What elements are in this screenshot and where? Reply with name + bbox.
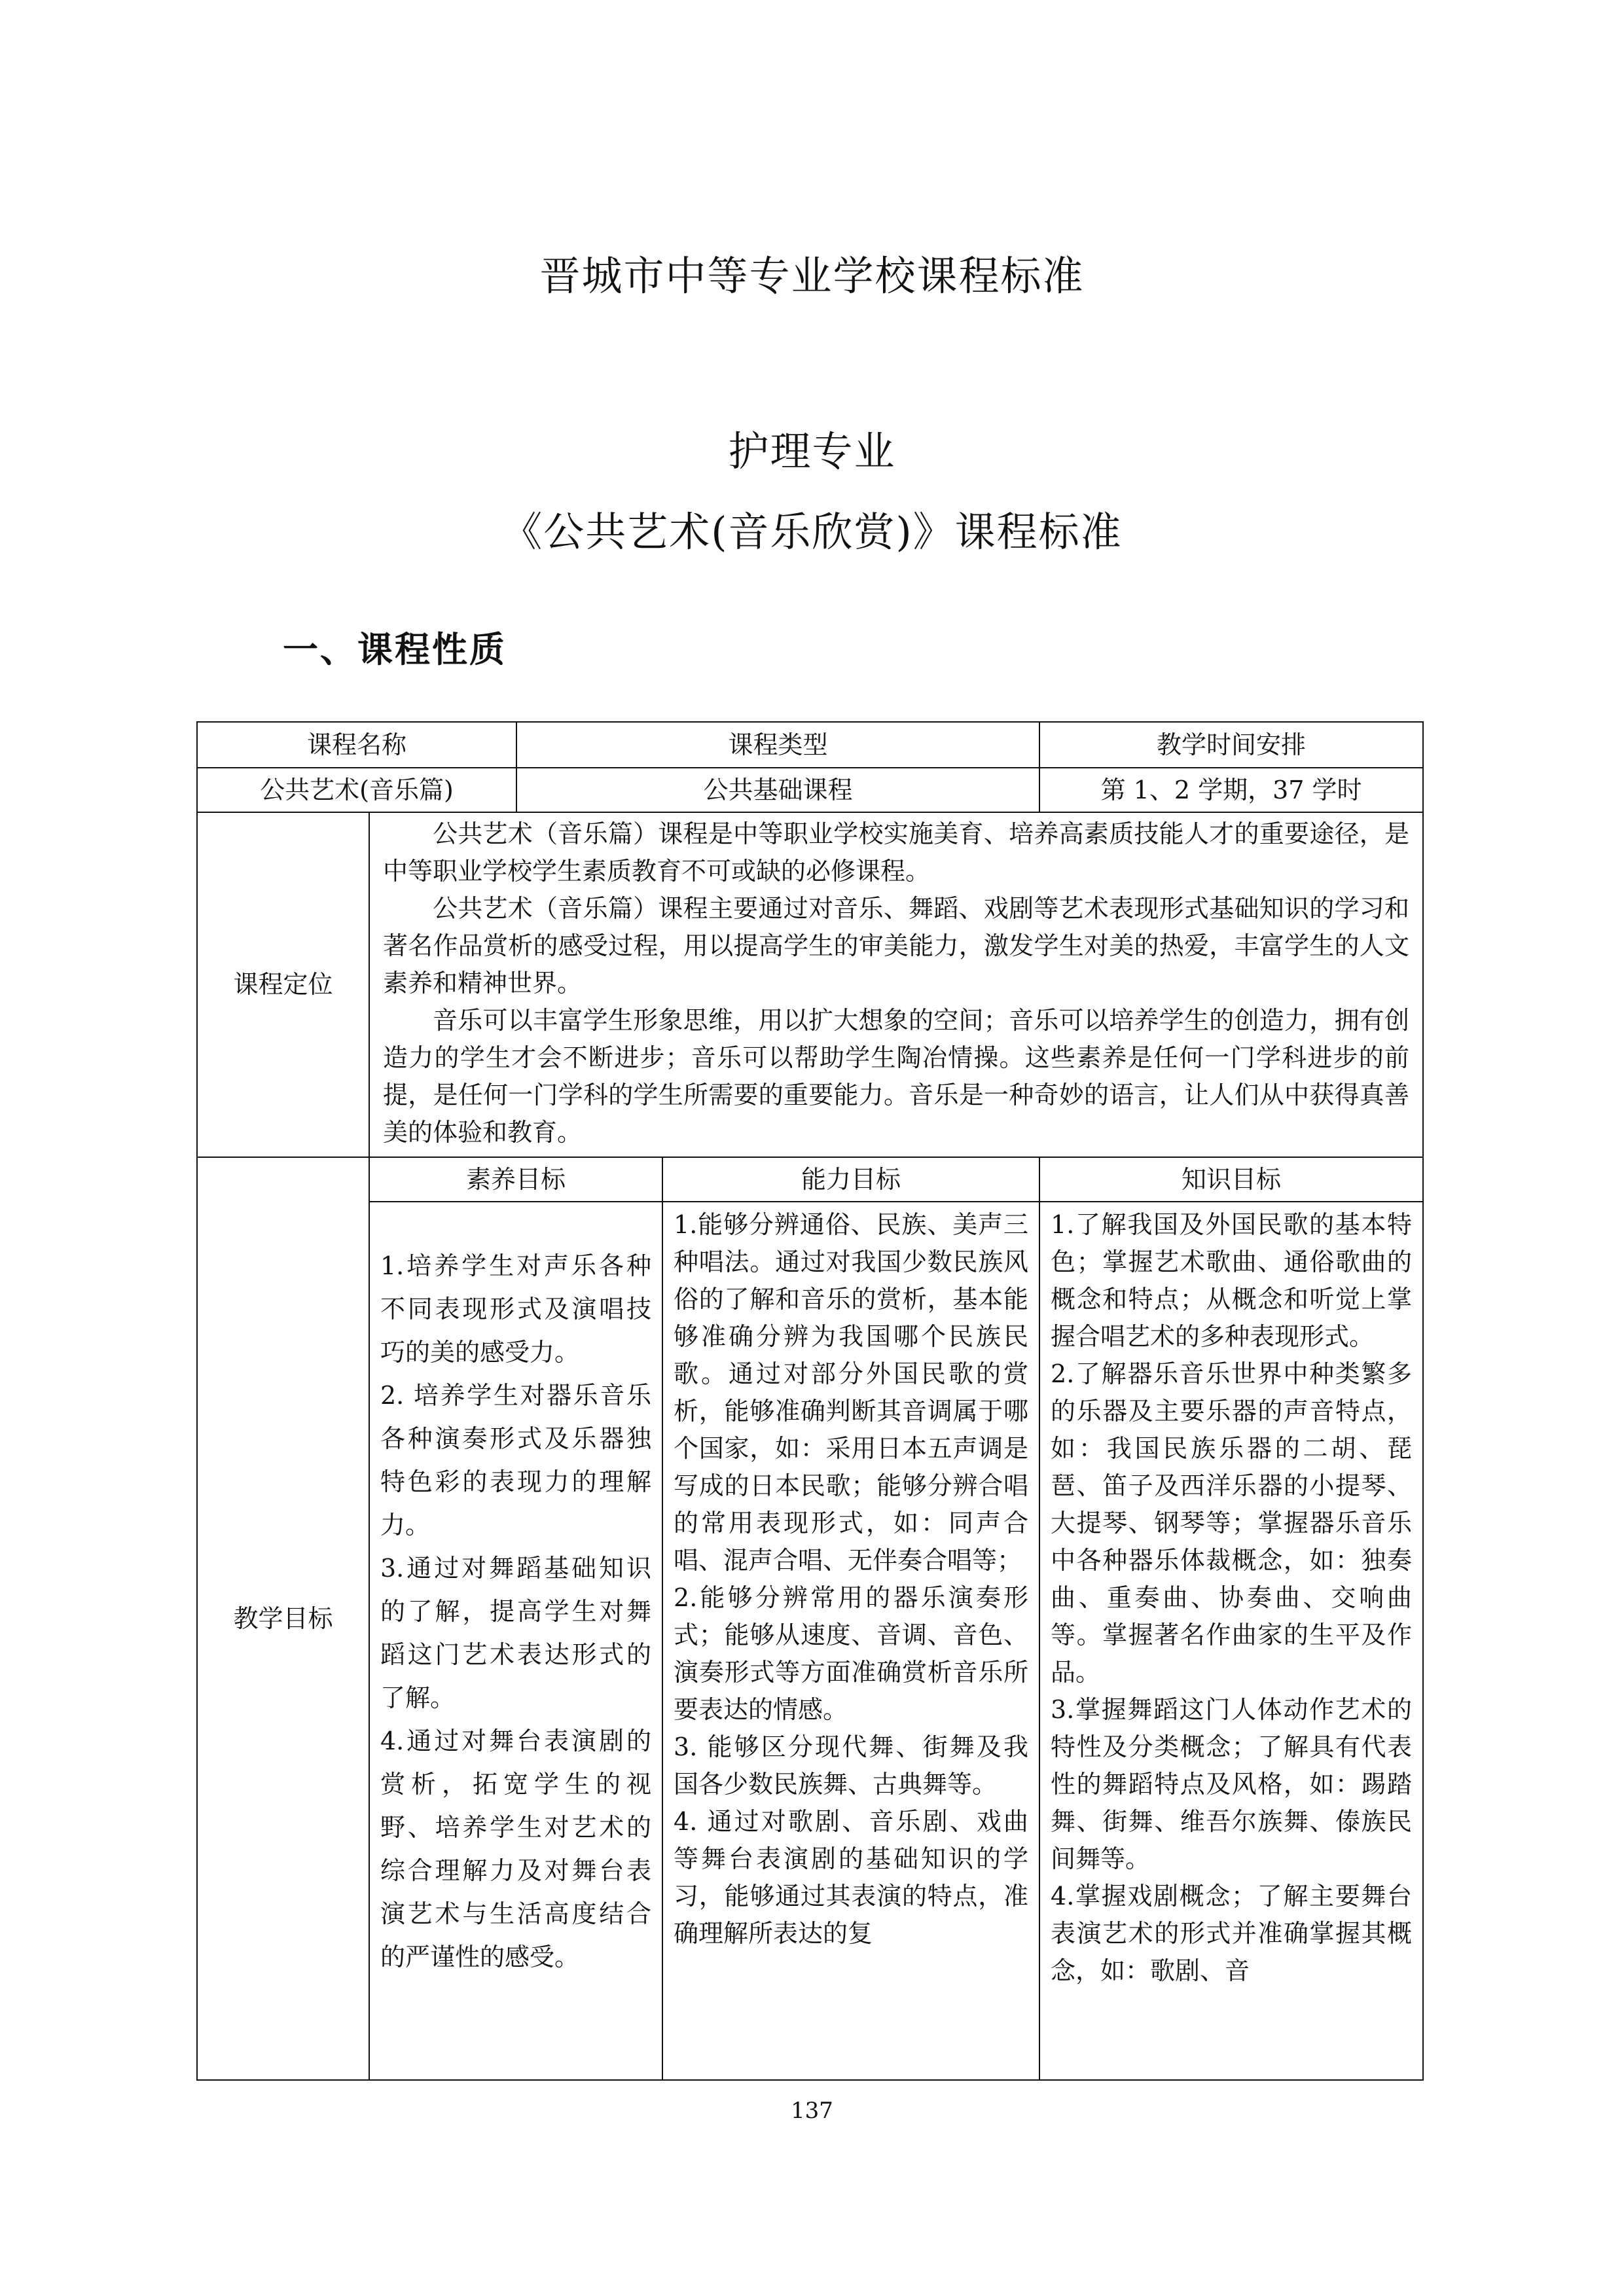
positioning-label: 课程定位 xyxy=(197,812,369,1157)
ability-goals-cell xyxy=(662,1202,1039,2080)
header-knowledge-goals: 知识目标 xyxy=(1039,1157,1423,1202)
knowledge-goal-item: 2.了解器乐音乐世界中种类繁多的乐器及主要乐器的声音特点，如：我国民族乐器的二胡、琵琶、笛子及西洋乐器的小提琴、大提琴、钢琴等；掌握器乐音乐中各种器乐体裁概念，如：独奏曲、重奏曲、协奏曲、交响曲等。掌握著名作曲家的生平及作品。 xyxy=(1051,1359,1413,1687)
header-literacy-goals: 素养目标 xyxy=(369,1157,662,1202)
table-header-row xyxy=(197,722,1423,768)
course-title: 《公共艺术(音乐欣赏)》课程标准 xyxy=(501,508,1123,556)
course-standard-table xyxy=(196,721,1424,2081)
goals-content-row xyxy=(197,1202,1423,2080)
positioning-paragraph: 音乐可以丰富学生形象思维，用以扩大想象的空间；音乐可以培养学生的创造力，拥有创造力的学生才会不断进步；音乐可以帮助学生陶冶情操。这些素养是任何一门学科进步的前提，是任何一门学科的学生所需要的重要能力。音乐是一种奇妙的语言，让人们从中获得真善美的体验和教育。 xyxy=(383,1006,1410,1147)
positioning-paragraph: 公共艺术（音乐篇）课程主要通过对音乐、舞蹈、戏剧等艺术表现形式基础知识的学习和著名作品赏析的感受过程，用以提高学生的审美能力，激发学生对美的热爱，丰富学生的人文素养和精神世界。 xyxy=(383,894,1410,997)
schedule-value: 第 1、2 学期，37 学时 xyxy=(1039,768,1423,812)
header-course-name: 课程名称 xyxy=(197,722,516,768)
course-type-value: 公共基础课程 xyxy=(516,768,1039,812)
document-title: 晋城市中等专业学校课程标准 xyxy=(539,252,1085,300)
ability-goal-item: 3. 能够区分现代舞、街舞及我国各少数民族舞、古典舞等。 xyxy=(674,1732,1029,1799)
header-course-type: 课程类型 xyxy=(516,722,1039,768)
page-number: 137 xyxy=(791,2098,833,2124)
section-heading: 一、课程性质 xyxy=(283,629,507,670)
positioning-paragraph: 公共艺术（音乐篇）课程是中等职业学校实施美育、培养高素质技能人才的重要途径，是中等职业学校学生素质教育不可或缺的必修课程。 xyxy=(383,819,1410,886)
course-name-value: 公共艺术(音乐篇) xyxy=(197,768,516,812)
ability-goal-item: 1.能够分辨通俗、民族、美声三种唱法。通过对我国少数民族风俗的了解和音乐的赏析，基本能够准确分辨为我国哪个民族民歌。通过对部分外国民歌的赏析，能够准确判断其音调属于哪个国家，如：采用日本五声调是写成的日本民歌；能够分辨合唱的常用表现形式，如：同声合唱、混声合唱、无伴奏合唱等； xyxy=(674,1210,1029,1575)
positioning-row xyxy=(197,812,1423,1157)
major-title: 护理专业 xyxy=(728,427,896,475)
literacy-goal-item: 4.通过对舞台表演剧的赏析，拓宽学生的视野、培养学生对艺术的综合理解力及对舞台表演艺术与生活高度结合的严谨性的感受。 xyxy=(380,1727,652,1971)
header-ability-goals: 能力目标 xyxy=(662,1157,1039,1202)
literacy-goal-item: 2. 培养学生对器乐音乐各种演奏形式及乐器独特色彩的表现力的理解力。 xyxy=(380,1381,652,1539)
positioning-text xyxy=(369,812,1423,1157)
ability-goal-item: 4. 通过对歌剧、音乐剧、戏曲等舞台表演剧的基础知识的学习，能够通过其表演的特点，准确理解所表达的复 xyxy=(674,1807,1029,1948)
table-row xyxy=(197,768,1423,812)
goals-label: 教学目标 xyxy=(197,1157,369,2080)
knowledge-goal-item: 4.掌握戏剧概念；了解主要舞台表演艺术的形式并准确掌握其概念，如：歌剧、音 xyxy=(1051,1882,1413,1985)
literacy-goal-item: 1.培养学生对声乐各种不同表现形式及演唱技巧的美的感受力。 xyxy=(380,1251,652,1367)
knowledge-goals-cell xyxy=(1039,1202,1423,2080)
knowledge-goal-item: 3.掌握舞蹈这门人体动作艺术的特性及分类概念；了解具有代表性的舞蹈特点及风格，如：踢踏舞、街舞、维吾尔族舞、傣族民间舞等。 xyxy=(1051,1695,1413,1873)
ability-goal-item: 2.能够分辨常用的器乐演奏形式；能够从速度、音调、音色、演奏形式等方面准确赏析音乐所要表达的情感。 xyxy=(674,1583,1029,1724)
header-schedule: 教学时间安排 xyxy=(1039,722,1423,768)
knowledge-goal-item: 1.了解我国及外国民歌的基本特色；掌握艺术歌曲、通俗歌曲的概念和特点；从概念和听觉上掌握合唱艺术的多种表现形式。 xyxy=(1051,1210,1413,1351)
literacy-goal-item: 3.通过对舞蹈基础知识的了解，提高学生对舞蹈这门艺术表达形式的了解。 xyxy=(380,1554,652,1712)
literacy-goals-cell xyxy=(369,1202,662,2080)
goals-header-row xyxy=(197,1157,1423,1202)
